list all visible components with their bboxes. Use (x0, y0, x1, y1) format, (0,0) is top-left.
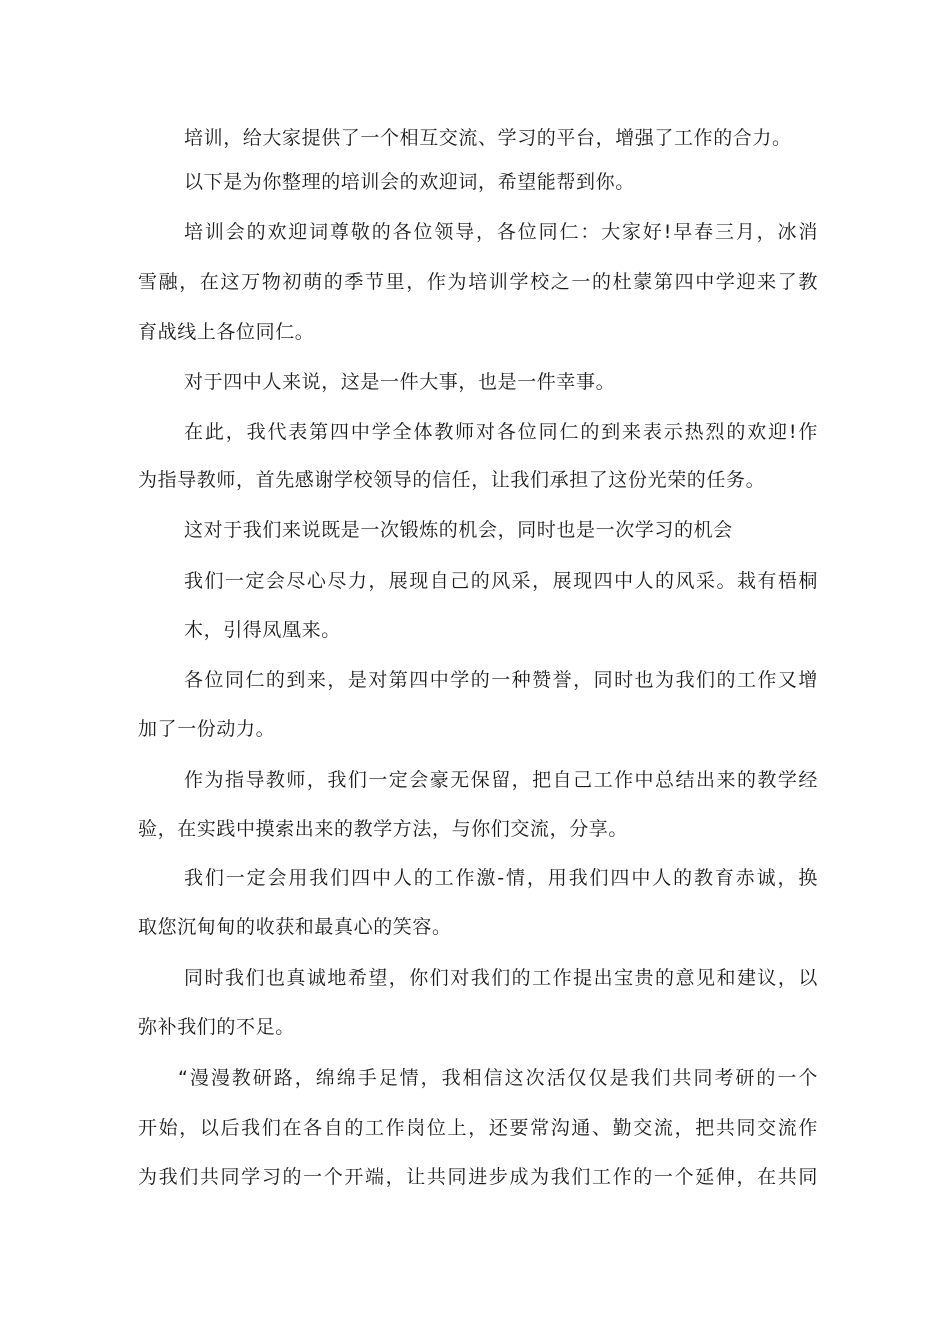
paragraph-line: 育战线上各位同仁。 (138, 321, 315, 343)
paragraph-line: 取您沉甸甸的收获和最真心的笑容。 (138, 916, 452, 938)
paragraph-line: 培训会的欢迎词尊敬的各位领导，各位同仁：大家好!早春三月，冰消 (184, 221, 818, 243)
paragraph-line: 我们一定会尽心尽力，展现自己的风采，展现四中人的风采。栽有梧桐 (184, 570, 818, 592)
paragraph-line: 作为指导教师，我们一定会豪无保留，把自己工作中总结出来的教学经 (184, 769, 818, 791)
paragraph-line: 对于四中人来说，这是一件大事，也是一件幸事。 (184, 371, 616, 393)
paragraph-line: 为指导教师，首先感谢学校领导的信任，让我们承担了这份光荣的任务。 (138, 469, 766, 491)
paragraph-line: 验，在实践中摸索出来的教学方法，与你们交流，分享。 (138, 818, 629, 840)
paragraph-line: 在此，我代表第四中学全体教师对各位同仁的到来表示热烈的欢迎!作 (184, 421, 818, 443)
paragraph-line: 我们一定会用我们四中人的工作激-情，用我们四中人的教育赤诚，换 (184, 867, 818, 889)
paragraph-line: 这对于我们来说既是一次锻炼的机会，同时也是一次学习的机会 (184, 519, 733, 541)
paragraph-line: 以下是为你整理的培训会的欢迎词，希望能帮到你。 (184, 171, 635, 193)
paragraph-line: 为我们共同学习的一个开端，让共同进步成为我们工作的一个延伸，在共同 (138, 1166, 818, 1188)
paragraph-line: 培训，给大家提供了一个相互交流、学习的平台，增强了工作的合力。 (184, 127, 792, 149)
paragraph-line: 加了一份动力。 (138, 718, 276, 740)
paragraph-line: 雪融，在这万物初萌的季节里，作为培训学校之一的杜蒙第四中学迎来了教 (138, 271, 818, 293)
paragraph-line: 开始，以后我们在各自的工作岗位上，还要常沟通、勤交流，把共同交流作 (138, 1117, 818, 1139)
paragraph-line: 同时我们也真诚地希望，你们对我们的工作提出宝贵的意见和建议，以 (184, 967, 818, 989)
paragraph-line: “漫漫教研路，绵绵手足情，我相信这次活仅仅是我们共同考研的一个 (178, 1067, 818, 1089)
paragraph-line: 各位同仁的到来，是对第四中学的一种赞誉，同时也为我们的工作又增 (184, 669, 818, 691)
paragraph-line: 弥补我们的不足。 (138, 1016, 295, 1038)
paragraph-line: 木，引得凤凰来。 (184, 619, 341, 641)
